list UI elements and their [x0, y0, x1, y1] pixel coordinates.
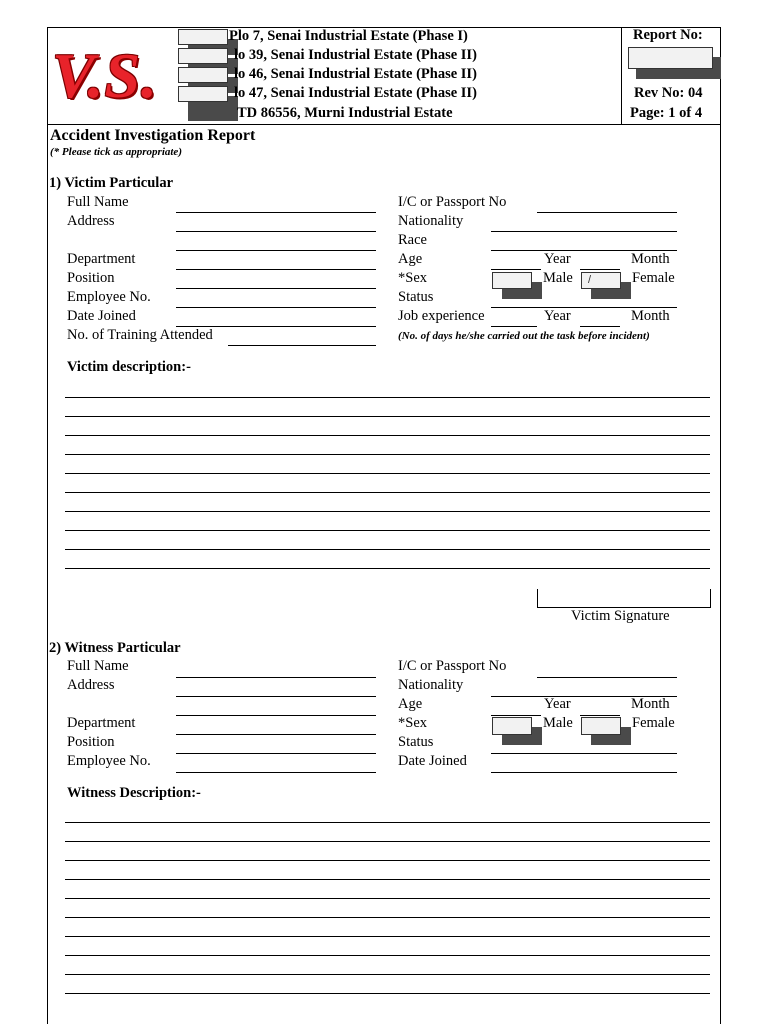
- victim-description-label: Victim description:-: [67, 359, 191, 375]
- witness-female-label: Female: [632, 715, 675, 731]
- witness-description-line-4[interactable]: [65, 879, 710, 880]
- victim-female-checkbox[interactable]: [581, 272, 631, 299]
- address-line-1: Plo 7, Senai Industrial Estate (Phase I): [229, 28, 468, 44]
- victim-age-month-label: Month: [631, 251, 670, 267]
- victim-employee-no-label: Employee No.: [67, 289, 151, 305]
- header-bottom-rule: [47, 124, 721, 125]
- victim-description-line-1[interactable]: [65, 397, 710, 398]
- victim-description-line-2[interactable]: [65, 416, 710, 417]
- victim-date-joined-label: Date Joined: [67, 308, 136, 324]
- witness-heading: 2) Witness Particular: [49, 640, 181, 656]
- witness-employee-no-field[interactable]: [176, 772, 376, 773]
- witness-position-field[interactable]: [176, 753, 376, 754]
- witness-description-line-10[interactable]: [65, 993, 710, 994]
- witness-description-line-8[interactable]: [65, 955, 710, 956]
- witness-date-joined-label: Date Joined: [398, 753, 467, 769]
- report-no-label: Report No:: [633, 27, 703, 43]
- witness-position-label: Position: [67, 734, 115, 750]
- victim-full-name-field[interactable]: [176, 212, 376, 213]
- victim-job-month-label: Month: [631, 308, 670, 324]
- report-no-field[interactable]: [628, 47, 721, 79]
- victim-description-line-5[interactable]: [65, 473, 710, 474]
- witness-nationality-label: Nationality: [398, 677, 464, 693]
- witness-description-line-3[interactable]: [65, 860, 710, 861]
- victim-description-line-6[interactable]: [65, 492, 710, 493]
- header-divider: [621, 27, 622, 124]
- victim-female-checkbox-mark: /: [581, 272, 621, 289]
- address-line-2: lo 39, Senai Industrial Estate (Phase II): [234, 47, 477, 63]
- victim-nationality-label: Nationality: [398, 213, 464, 229]
- victim-description-line-4[interactable]: [65, 454, 710, 455]
- victim-age-year-field[interactable]: [491, 269, 541, 270]
- victim-description-line-9[interactable]: [65, 549, 710, 550]
- victim-heading: 1) Victim Particular: [49, 175, 174, 191]
- address-line-4: lo 47, Senai Industrial Estate (Phase II): [234, 85, 477, 101]
- victim-position-field[interactable]: [176, 288, 376, 289]
- victim-job-experience-label: Job experience: [398, 308, 485, 324]
- victim-race-label: Race: [398, 232, 427, 248]
- witness-sex-label: *Sex: [398, 715, 427, 731]
- victim-age-month-field[interactable]: [580, 269, 620, 270]
- victim-sex-label: *Sex: [398, 270, 427, 286]
- victim-description-line-3[interactable]: [65, 435, 710, 436]
- victim-job-year-field[interactable]: [491, 326, 537, 327]
- witness-female-checkbox[interactable]: [581, 717, 631, 745]
- witness-description-line-7[interactable]: [65, 936, 710, 937]
- witness-description-line-9[interactable]: [65, 974, 710, 975]
- victim-job-year-label: Year: [544, 308, 571, 324]
- victim-department-label: Department: [67, 251, 136, 267]
- victim-description-line-8[interactable]: [65, 530, 710, 531]
- page-number: Page: 1 of 4: [630, 105, 703, 121]
- witness-age-month-field[interactable]: [580, 715, 620, 716]
- address-line-3: lo 46, Senai Industrial Estate (Phase II): [234, 66, 477, 82]
- victim-full-name-label: Full Name: [67, 194, 129, 210]
- victim-nationality-field[interactable]: [491, 231, 677, 232]
- victim-training-label: No. of Training Attended: [67, 327, 213, 343]
- witness-age-label: Age: [398, 696, 423, 712]
- address-line-5: TD 86556, Murni Industrial Estate: [237, 105, 453, 121]
- form-title: Accident Investigation Report: [50, 127, 256, 144]
- victim-age-label: Age: [398, 251, 423, 267]
- witness-age-year-label: Year: [544, 696, 571, 712]
- witness-ic-field[interactable]: [537, 677, 677, 678]
- witness-address-field-1[interactable]: [176, 696, 376, 697]
- witness-employee-no-label: Employee No.: [67, 753, 151, 769]
- victim-department-field[interactable]: [176, 269, 376, 270]
- company-logo: V.S.: [52, 40, 159, 111]
- victim-description-line-10[interactable]: [65, 568, 710, 569]
- witness-male-checkbox[interactable]: [492, 717, 542, 745]
- victim-signature-box[interactable]: [537, 589, 711, 608]
- victim-description-line-7[interactable]: [65, 511, 710, 512]
- victim-signature-label: Victim Signature: [571, 608, 670, 624]
- victim-address-label: Address: [67, 213, 115, 229]
- witness-address-field-2[interactable]: [176, 715, 376, 716]
- form-note: (* Please tick as appropriate): [50, 146, 182, 158]
- witness-description-line-1[interactable]: [65, 822, 710, 823]
- victim-ic-field[interactable]: [537, 212, 677, 213]
- witness-description-line-2[interactable]: [65, 841, 710, 842]
- rev-no: Rev No: 04: [634, 85, 703, 101]
- witness-male-label: Male: [543, 715, 573, 731]
- witness-age-month-label: Month: [631, 696, 670, 712]
- witness-full-name-field[interactable]: [176, 677, 376, 678]
- victim-ic-label: I/C or Passport No: [398, 194, 507, 210]
- frame-left: [47, 27, 48, 1024]
- witness-department-field[interactable]: [176, 734, 376, 735]
- witness-status-field[interactable]: [491, 753, 677, 754]
- victim-female-label: Female: [632, 270, 675, 286]
- victim-job-month-field[interactable]: [580, 326, 620, 327]
- victim-address-field-2[interactable]: [176, 250, 376, 251]
- witness-address-label: Address: [67, 677, 115, 693]
- witness-ic-label: I/C or Passport No: [398, 658, 507, 674]
- witness-department-label: Department: [67, 715, 136, 731]
- victim-training-field[interactable]: [228, 345, 376, 346]
- witness-description-line-5[interactable]: [65, 898, 710, 899]
- victim-age-year-label: Year: [544, 251, 571, 267]
- victim-employee-no-field[interactable]: [176, 307, 376, 308]
- witness-description-label: Witness Description:-: [67, 785, 201, 801]
- victim-address-field-1[interactable]: [176, 231, 376, 232]
- victim-status-label: Status: [398, 289, 434, 305]
- witness-age-year-field[interactable]: [491, 715, 541, 716]
- victim-male-label: Male: [543, 270, 573, 286]
- frame-right: [720, 27, 721, 1024]
- witness-status-label: Status: [398, 734, 434, 750]
- victim-male-checkbox[interactable]: [492, 272, 542, 299]
- witness-description-line-6[interactable]: [65, 917, 710, 918]
- witness-date-joined-field[interactable]: [491, 772, 677, 773]
- victim-job-note: (No. of days he/she carried out the task before incident): [398, 330, 650, 342]
- witness-full-name-label: Full Name: [67, 658, 129, 674]
- victim-position-label: Position: [67, 270, 115, 286]
